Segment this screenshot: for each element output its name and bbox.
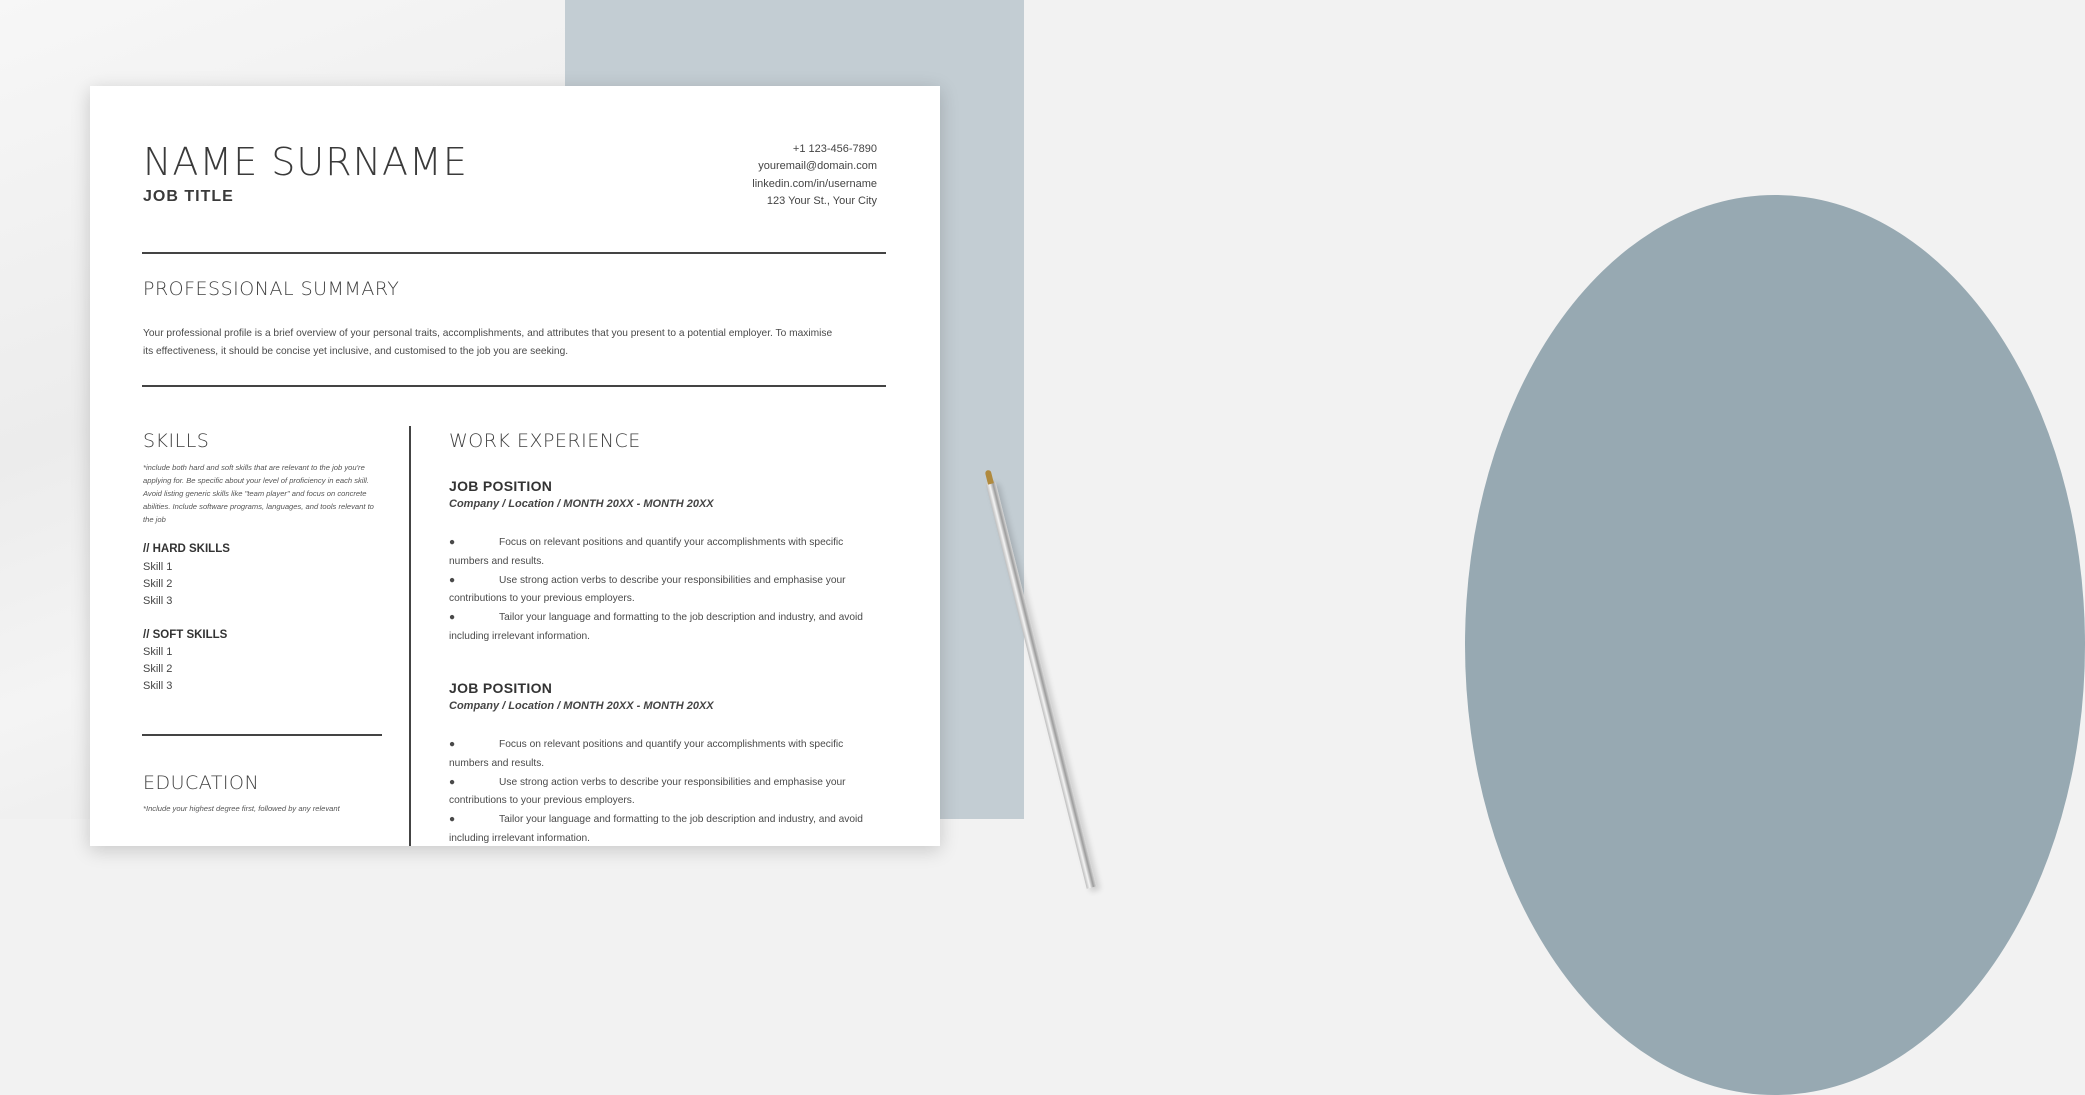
contact-email: youremail@domain.com (758, 160, 877, 173)
list-item: Skill 2 (143, 578, 173, 590)
hard-skills-heading: // HARD SKILLS (143, 543, 230, 555)
job-bullets (449, 736, 874, 848)
contact-address: 123 Your St., Your City (766, 194, 877, 207)
job-meta: Company / Location / MONTH 20XX - MONTH 20XX (449, 700, 714, 712)
work-experience-title: WORK EXPERIENCE (449, 430, 641, 452)
resume-job-title: JOB TITLE (143, 188, 234, 205)
hard-skills-list (143, 559, 172, 610)
job-position: JOB POSITION (449, 680, 553, 696)
list-item (449, 572, 874, 609)
education-note: *Include your highest degree first, followed by any relevant (143, 804, 340, 813)
bullet-icon: ● (449, 612, 456, 623)
list-item (449, 811, 874, 848)
skills-title: SKILLS (143, 430, 210, 452)
list-item: Skill 3 (143, 595, 173, 607)
resume-name: NAME SURNAME (143, 140, 468, 184)
bullet-text: Use strong action verbs to describe your responsibilities and emphasise your contributions to your previous employers. (449, 776, 846, 806)
list-item: Skill 1 (143, 646, 173, 658)
list-item (449, 736, 874, 773)
job-meta: Company / Location / MONTH 20XX - MONTH 20XX (449, 498, 714, 510)
list-item: Skill 2 (143, 663, 173, 675)
bullet-icon: ● (449, 537, 456, 548)
list-item: Skill 3 (143, 680, 173, 692)
bullet-text: Use strong action verbs to describe your responsibilities and emphasise your contributions to your previous employers. (449, 574, 846, 604)
contact-block (752, 141, 877, 210)
divider (142, 734, 382, 736)
job-position: JOB POSITION (449, 478, 553, 494)
bullet-icon: ● (449, 814, 456, 825)
soft-skills-heading: // SOFT SKILLS (143, 629, 228, 641)
bullet-text: Focus on relevant positions and quantify your accomplishments with specific numbers and results. (449, 739, 844, 769)
divider (142, 385, 886, 387)
list-item (449, 609, 874, 646)
divider (142, 252, 886, 254)
job-entry (449, 478, 874, 647)
bullet-icon: ● (449, 574, 456, 586)
education-title: EDUCATION (143, 772, 260, 794)
summary-title: PROFESSIONAL SUMMARY (143, 278, 400, 300)
contact-linkedin: linkedin.com/in/username (752, 177, 877, 190)
bullet-icon: ● (449, 739, 456, 750)
list-item (449, 774, 874, 811)
job-entry (449, 680, 874, 849)
skills-note: *include both hard and soft skills that are relevant to the job you're applying for. Be specific about your level of proficiency in each skill. Avoid listing generic skills like "team player" and focus on concrete abilities. Include software programs, languages, and tools relevant to the job (143, 463, 374, 524)
contact-phone: +1 123-456-7890 (792, 143, 877, 155)
job-bullets (449, 534, 874, 646)
resume-sheet (90, 86, 940, 846)
bullet-text: Focus on relevant positions and quantify your accomplishments with specific numbers and results. (449, 537, 844, 567)
column-divider (409, 426, 411, 846)
bullet-icon: ● (449, 776, 456, 788)
list-item (449, 534, 874, 571)
list-item: Skill 1 (143, 561, 173, 573)
soft-skills-list (143, 644, 172, 695)
bullet-text: Tailor your language and formatting to the job description and industry, and avoid including irrelevant information. (449, 814, 863, 844)
bullet-text: Tailor your language and formatting to the job description and industry, and avoid including irrelevant information. (449, 612, 863, 642)
background-arc (1465, 195, 2085, 1095)
summary-text: Your professional profile is a brief overview of your personal traits, accomplishments, and attributes that you present to a potential employer. To maximise its effectiveness, it should be concise yet inclusive, and customised to the job you are seeking. (143, 328, 833, 357)
